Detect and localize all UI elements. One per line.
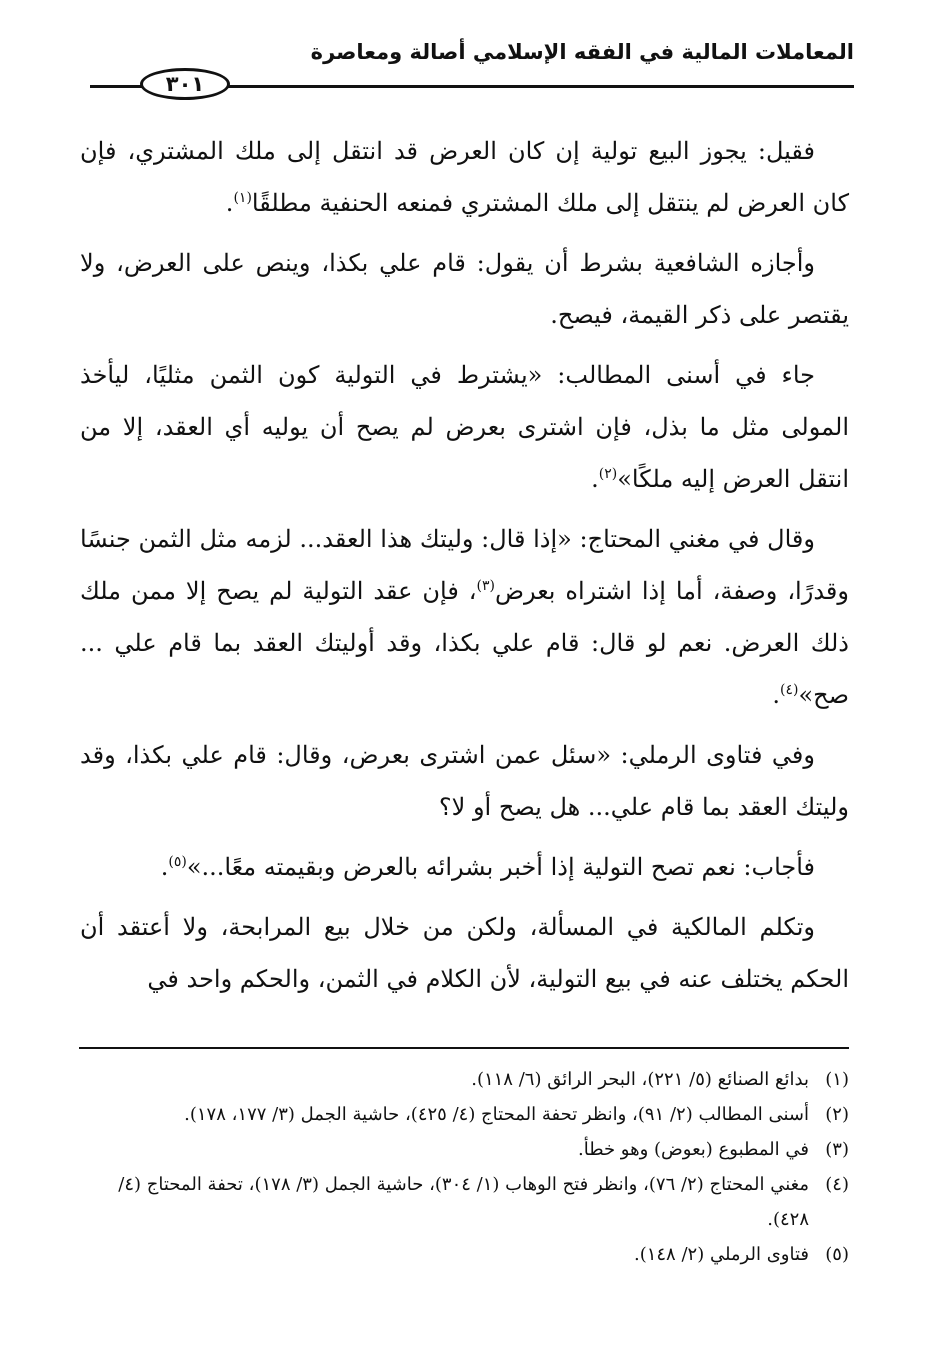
footnote <box>80 1237 849 1272</box>
footnote-number: (١) <box>825 1069 849 1090</box>
body-text <box>80 125 849 1013</box>
paragraph <box>80 729 849 833</box>
footnote-reference[interactable]: (٤) <box>779 682 799 698</box>
footnote <box>80 1132 849 1167</box>
footnote-separator <box>79 1047 849 1049</box>
paragraph-tail: . <box>591 465 599 493</box>
paragraph <box>80 349 849 505</box>
footnote-text: في المطبوع (بعوض) وهو خطأ. <box>577 1139 809 1160</box>
paragraph-text: وقال في مغني المحتاج: «إذا قال: وليتك هذا العقد... لزمه مثل الثمن جنسًا وقدرًا، وصفة، أما إذا اشتراه بعرض <box>80 525 849 605</box>
page-number: ٣٠١ <box>140 68 230 100</box>
footnotes <box>80 1062 849 1272</box>
paragraph-text: فقيل: يجوز البيع تولية إن كان العرض قد انتقل إلى ملك المشتري، فإن كان العرض لم ينتقل إلى ملك المشتري فمنعه الحنفية مطلقًا <box>80 137 849 217</box>
footnote <box>80 1167 849 1237</box>
footnote-number: (٢) <box>825 1104 849 1125</box>
paragraph-text: وتكلم المالكية في المسألة، ولكن من خلال بيع المرابحة، ولا أعتقد أن الحكم يختلف عنه في بيع التولية، لأن الكلام في الثمن، والحكم واحد في <box>80 913 849 993</box>
footnote <box>80 1097 849 1132</box>
paragraph-text: فأجاب: نعم تصح التولية إذا أخبر بشرائه بالعرض وبقيمته معًا...» <box>186 853 815 881</box>
running-header-title: المعاملات المالية في الفقه الإسلامي أصالة ومعاصرة <box>310 40 854 64</box>
footnote-text: مغني المحتاج (٢/ ٧٦)، وانظر فتح الوهاب (١/ ٣٠٤)، حاشية الجمل (٣/ ١٧٨)، تحفة المحتاج (٤/ ٤٢٨). <box>118 1174 809 1230</box>
footnote-reference[interactable]: (٢) <box>598 466 618 482</box>
footnote <box>80 1062 849 1097</box>
paragraph <box>80 237 849 341</box>
paragraph-text: وأجازه الشافعية بشرط أن يقول: قام علي بكذا، وينص على العرض، ولا يقتصر على ذكر القيمة، فيصح. <box>80 249 849 329</box>
paragraph <box>80 513 849 721</box>
paragraph-text: جاء في أسنى المطالب: «يشترط في التولية كون الثمن مثليًا، ليأخذ المولى مثل ما بذل، فإن اشترى بعرض لم يصح أن يوليه أي العقد، إلا من انتقل العرض إليه ملكًا» <box>80 361 849 493</box>
paragraph-tail: . <box>772 681 780 709</box>
paragraph-text-continued: ، فإن عقد التولية لم يصح إلا ممن ملك ذلك العرض. نعم لو قال: قام علي بكذا، وقد أوليتك العقد بما قام علي ... صح» <box>80 577 849 709</box>
footnote-text: فتاوى الرملي (٢/ ١٤٨). <box>633 1244 809 1265</box>
footnote-number: (٤) <box>825 1174 849 1195</box>
paragraph-tail: . <box>160 853 169 881</box>
footnote-text: أسنى المطالب (٢/ ٩١)، وانظر تحفة المحتاج (٤/ ٤٢٥)، حاشية الجمل (٣/ ١٧٧، ١٧٨). <box>184 1104 809 1125</box>
footnote-number: (٣) <box>825 1139 849 1160</box>
paragraph <box>80 841 849 893</box>
paragraph-text: وفي فتاوى الرملي: «سئل عمن اشترى بعرض، وقال: قام علي بكذا، وقد وليتك العقد بما قام علي... هل يصح أو لا؟ <box>80 741 849 821</box>
footnote-reference[interactable]: (١) <box>233 190 252 206</box>
paragraph-tail: . <box>225 189 234 217</box>
footnote-number: (٥) <box>825 1244 849 1265</box>
paragraph <box>80 901 849 1005</box>
footnote-reference[interactable]: (٥) <box>168 854 187 870</box>
footnote-reference[interactable]: (٣) <box>476 578 495 594</box>
footnote-text: بدائع الصنائع (٥/ ٢٢١)، البحر الرائق (٦/ ١١٨). <box>471 1069 809 1090</box>
paragraph <box>80 125 849 229</box>
